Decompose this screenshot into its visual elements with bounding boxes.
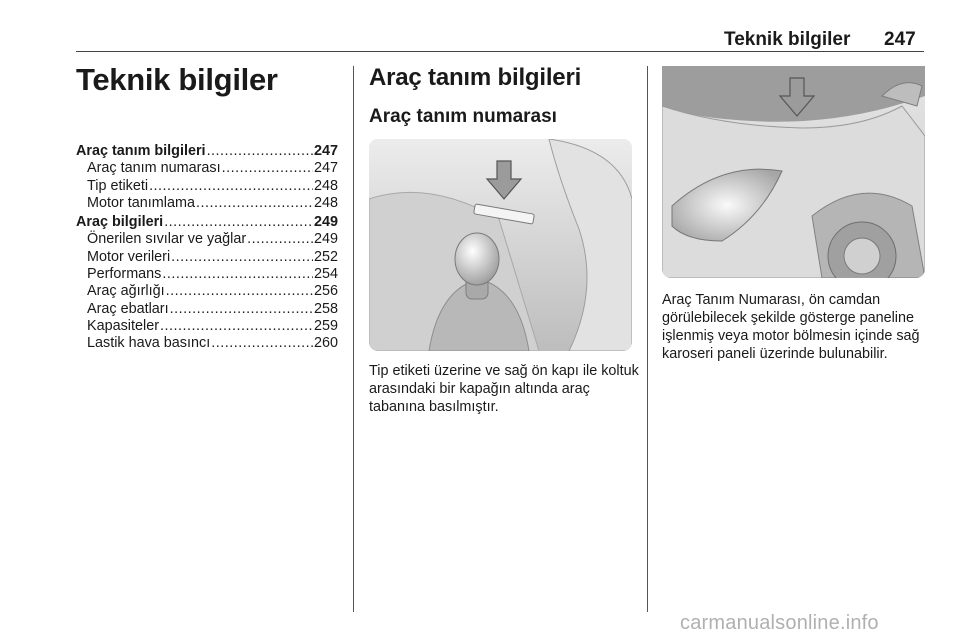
toc-leader-dots	[171, 249, 313, 266]
toc-entry[interactable]	[76, 301, 338, 318]
toc-entry[interactable]	[76, 266, 338, 283]
toc-entry[interactable]	[76, 318, 338, 335]
toc-leader-dots	[247, 231, 313, 248]
running-header-title: Teknik bilgiler	[724, 29, 851, 50]
subsection-title: Araç tanım numarası	[369, 106, 557, 127]
header-rule	[76, 51, 924, 52]
toc-entry-label: Araç tanım bilgileri	[76, 143, 206, 159]
toc-entry-label: Lastik hava basıncı	[87, 335, 211, 352]
toc-entry[interactable]	[76, 335, 338, 352]
running-header-page-number: 247	[884, 29, 916, 50]
toc-entry-page: 258	[313, 300, 338, 317]
toc-entry-page: 249	[313, 214, 338, 231]
toc-entry-label: Araç ebatları	[87, 300, 169, 317]
toc-entry-page: 247	[313, 160, 338, 177]
toc-entry-page: 248	[313, 177, 338, 194]
chapter-title: Teknik bilgiler	[76, 62, 278, 97]
watermark-text: carmanualsonline.info	[680, 612, 879, 634]
toc-entry-page: 248	[313, 194, 338, 211]
toc-entry[interactable]	[76, 195, 338, 212]
toc-entry[interactable]	[76, 283, 338, 300]
toc-leader-dots	[222, 160, 313, 177]
toc-entry-label: Önerilen sıvılar ve yağlar	[87, 231, 247, 248]
column-divider-left	[353, 66, 354, 612]
toc-entry-label: Araç ağırlığı	[87, 283, 165, 300]
toc-entry[interactable]	[76, 214, 338, 231]
toc-leader-dots	[164, 214, 313, 231]
column-divider-right	[647, 66, 648, 612]
section-title: Araç tanım bilgileri	[369, 64, 582, 91]
vin-location-caption: Araç Tanım Numarası, ön camdan görülebilecek şekilde gösterge paneline işlenmiş veya motor bölmesin içinde sağ karoseri paneli üzerinde bulunabilir.	[662, 292, 920, 362]
toc-entry-page: 254	[313, 266, 338, 283]
toc-entry-label: Tip etiketi	[87, 177, 149, 194]
toc-entry-label: Performans	[87, 266, 162, 283]
toc-entry-label: Motor verileri	[87, 248, 171, 265]
toc-entry-page: 256	[313, 283, 338, 300]
toc-entry-page: 252	[313, 248, 338, 265]
toc-entry-page: 249	[313, 231, 338, 248]
toc-entry-page: 260	[313, 335, 338, 352]
toc-entry-label: Araç bilgileri	[76, 214, 164, 231]
table-of-contents	[76, 143, 338, 353]
toc-entry-label: Motor tanımlama	[87, 194, 195, 211]
toc-entry-label: Araç tanım numarası	[87, 160, 221, 177]
toc-leader-dots	[162, 266, 313, 283]
type-label-caption: Tip etiketi üzerine ve sağ ön kapı ile koltuk arasındaki bir kapağın altında araç tabanına basılmıştır.	[369, 363, 639, 415]
toc-entry-page: 247	[313, 143, 338, 159]
toc-entry-label: Kapasiteler	[87, 317, 159, 334]
toc-entry-page: 259	[313, 317, 338, 334]
toc-leader-dots	[149, 178, 313, 195]
toc-leader-dots	[196, 195, 313, 212]
toc-leader-dots	[160, 318, 313, 335]
toc-entry[interactable]	[76, 249, 338, 266]
toc-entry[interactable]	[76, 231, 338, 248]
toc-leader-dots	[170, 301, 313, 318]
toc-leader-dots	[211, 335, 313, 352]
toc-leader-dots	[207, 143, 313, 160]
type-label-location-photo	[369, 139, 632, 351]
toc-leader-dots	[166, 283, 313, 300]
vin-windshield-photo	[662, 66, 925, 278]
toc-entry[interactable]	[76, 178, 338, 195]
toc-entry[interactable]	[76, 160, 338, 177]
toc-entry[interactable]	[76, 143, 338, 160]
